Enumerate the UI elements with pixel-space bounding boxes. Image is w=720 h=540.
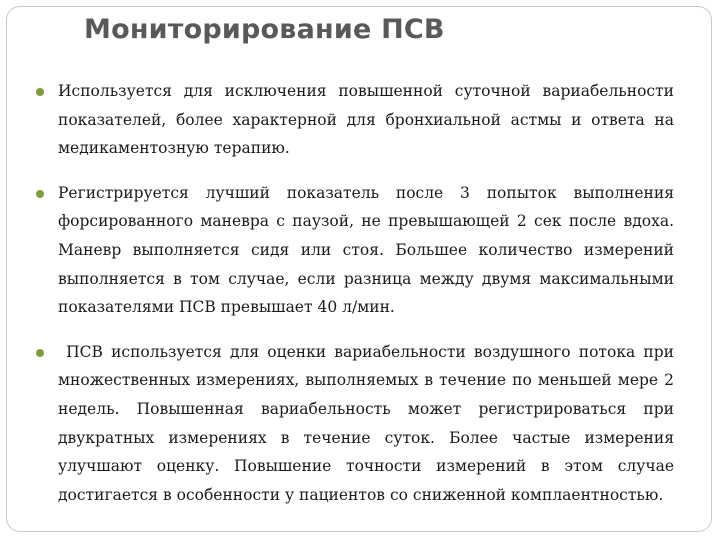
bullet-dot-icon: [36, 349, 44, 357]
bullet-dot-icon: [36, 190, 44, 198]
bullet-text: Используется для исключения повышенной суточной вариабельности показателей, более характерной для бронхиальной астмы и ответа на медикаментозную терапию.: [58, 82, 674, 158]
bullet-item: [40, 77, 674, 163]
bullet-item: [40, 179, 674, 322]
bullet-text: Регистрируется лучший показатель после 3 попыток выполнения форсированного маневра с паузой, не превышающей 2 сек после вдоха. Маневр выполняется сидя или стоя. Большее количество измерений выполняется в том случае, если разница между двумя максимальными показателями ПСВ превышает 40 л/мин.: [58, 183, 674, 317]
bullet-text: ПСВ используется для оценки вариабельности воздушного потока при множественных измерениях, выполняемых в течение по меньшей мере 2 недель. Повышенная вариабельность может регистрироваться при двукратных измерениях в течение суток. Более частые измерения улучшают оценку. Повышение точности измерений в этом случае достигается в особенности у пациентов со сниженной комплаентностью.: [58, 342, 679, 504]
bullet-item: [40, 338, 679, 510]
bullet-list: [40, 77, 679, 525]
slide-title: Мониторирование ПСВ: [84, 14, 445, 45]
bullet-dot-icon: [36, 88, 44, 96]
